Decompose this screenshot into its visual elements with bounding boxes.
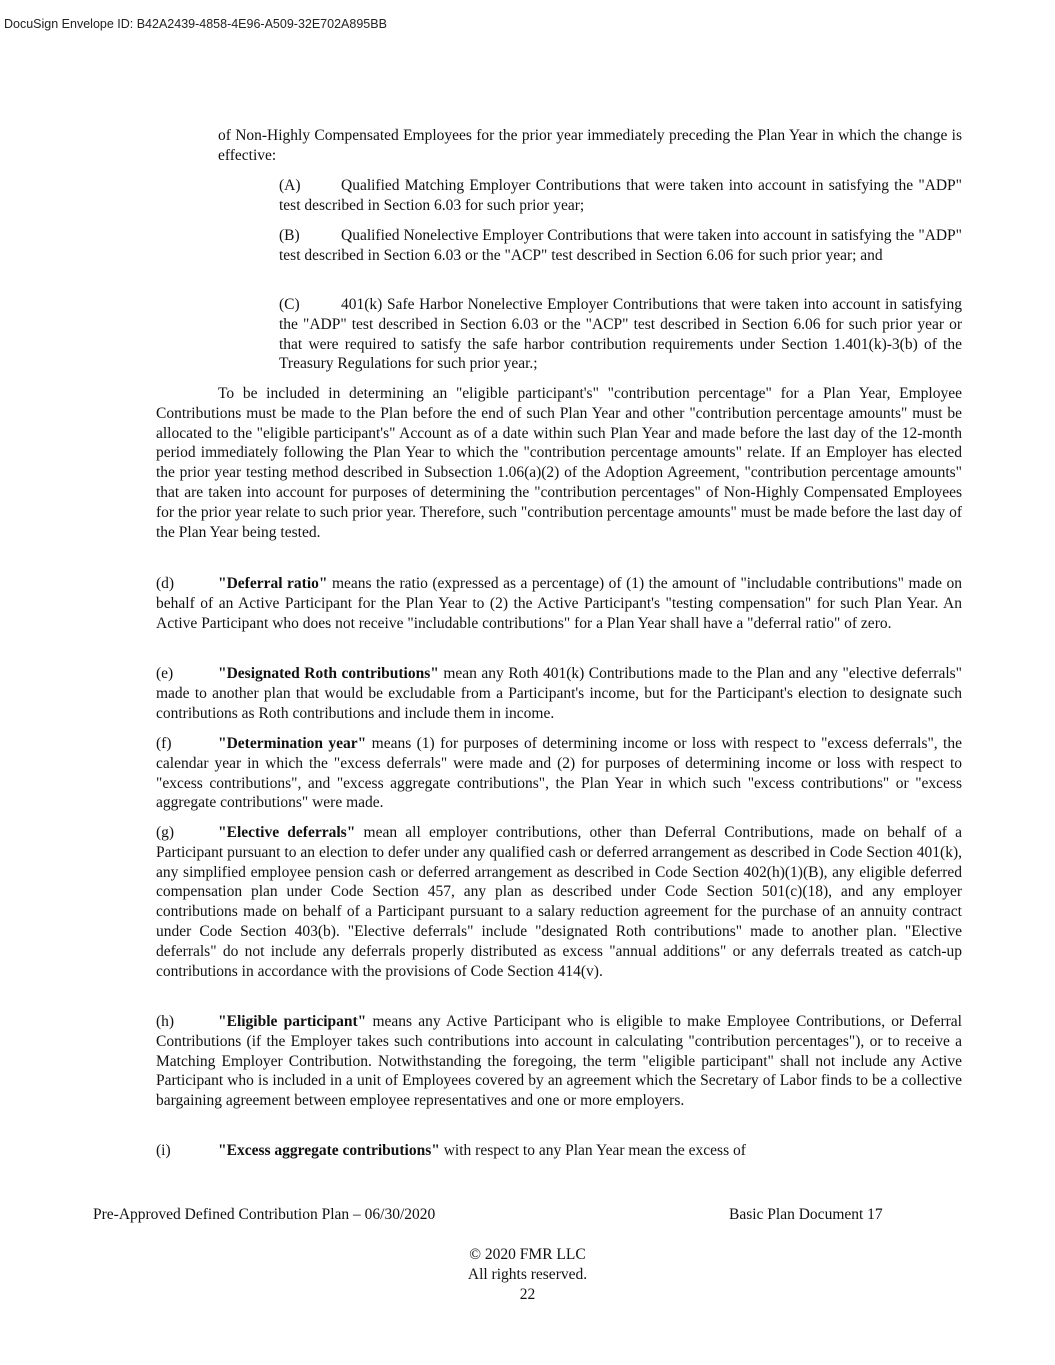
contribution-percentage-paragraph: To be included in determining an "eligible participant's" "contribution percentage" for a Plan Year, Employee Contributions must be made to the Plan before the end of such Plan Year and other "contribution percentage amounts" must be allocated to the "eligible participant's" Account as of a date within such Plan Year and made before the last day of the 12-month period immediately following the Plan Year to which the "contribution percentage amounts" relate. If an Employer has elected the prior year testing method described in Subsection 1.06(a)(2) of the Adoption Agreement, "contribution percentage amounts" that are taken into account for purposes of determining the "contribution percentages" of Non-Highly Compensated Employees for the prior year relate to such prior year. Therefore, such "contribution percentage amounts" must be made before the last day of the Plan Year being tested.: [156, 385, 962, 541]
footer-document-page: Basic Plan Document 17: [729, 1206, 883, 1223]
definition-i-label: (i): [156, 1142, 171, 1159]
definition-g-text: mean all employer contributions, other than Deferral Contributions, made on behalf of a Participant pursuant to an election to defer under any qualified cash or deferred arrangement as described in Code Section 401(k), any simplified employee pension cash or deferred arrangement as described in Code Section 402(h)(1)(B), any eligible deferred compensation plan under Code Section 457, any plan as described under Code Section 501(c)(18), and any employer contributions made on behalf of a Participant pursuant to a salary reduction agreement for the purchase of an annuity contract under Code Section 403(b). "Elective deferrals" include "designated Roth contributions" made to another plan. "Elective deferrals" do not include any deferrals properly distributed as excess "annual additions" or any deferrals treated as catch-up contributions in accordance with the provisions of Code Section 414(v).: [156, 824, 963, 980]
definition-d: [156, 574, 962, 633]
definition-d-label: (d): [156, 575, 175, 592]
definition-g: [156, 823, 962, 981]
definition-e-text: mean any Roth 401(k) Contributions made to the Plan and any "elective deferrals" made to another plan that would be excludable from a Participant's income, but for the Participant's election to designate such contributions as Roth contributions and include them in income.: [156, 665, 962, 722]
definition-d-term: "Deferral ratio": [218, 575, 328, 592]
definition-h-label: (h): [156, 1013, 175, 1030]
definition-i-term: "Excess aggregate contributions": [218, 1142, 440, 1159]
item-b-label: (B): [279, 227, 300, 244]
definition-e: [156, 664, 962, 723]
definition-f: [156, 734, 962, 813]
definition-i-text: with respect to any Plan Year mean the excess of: [439, 1142, 746, 1159]
definition-d-text: means the ratio (expressed as a percentage) of (1) the amount of "includable contributions" made on behalf of an Active Participant for the Plan Year to (2) the Active Participant's "testing compensation" for such Plan Year. An Active Participant who does not receive "includable contributions" for a Plan Year shall have a "deferral ratio" of zero.: [156, 575, 962, 632]
definition-g-term: "Elective deferrals": [218, 824, 356, 841]
item-a-text: Qualified Matching Employer Contributions that were taken into account in satisfying the "ADP" test described in Section 6.03 for such prior year;: [279, 177, 962, 214]
item-c-text: 401(k) Safe Harbor Nonelective Employer Contributions that were taken into account in satisfying the "ADP" test described in Section 6.03 or the "ACP" test described in Section 6.06 for such prior year or that were required to satisfy the safe harbor contribution requirements under Section 1.401(k)-3(b) of the Treasury Regulations for such prior year.;: [279, 296, 962, 373]
item-c-label: (C): [279, 296, 300, 313]
item-a-label: (A): [279, 177, 301, 194]
definition-e-term: "Designated Roth contributions": [218, 665, 439, 682]
intro-paragraph: of Non-Highly Compensated Employees for the prior year immediately preceding the Plan Year in which the change is effective:: [218, 127, 962, 164]
footer-plan-title: Pre-Approved Defined Contribution Plan – 06/30/2020: [93, 1206, 436, 1223]
page-number: 22: [519, 1286, 536, 1303]
item-b: [279, 226, 962, 266]
item-c: [279, 295, 962, 374]
item-a: [279, 176, 962, 216]
definition-f-term: "Determination year": [218, 735, 367, 752]
footer-copyright: © 2020 FMR LLC: [469, 1246, 586, 1263]
definition-f-text: means (1) for purposes of determining income or loss with respect to "excess deferrals", the calendar year in which the "excess deferrals" were made and (2) for purposes of determining income or loss with respect to "excess contributions", and "excess aggregate contributions", the Plan Year in which such "excess contributions" or "excess aggregate contributions" were made.: [156, 735, 962, 812]
docusign-envelope-id: DocuSign Envelope ID: B42A2439-4858-4E96-A509-32E702A895BB: [4, 17, 387, 31]
definition-h: [156, 1012, 962, 1111]
definition-h-text: means any Active Participant who is eligible to make Employee Contributions, or Deferral Contributions (if the Employer takes such contributions into account in calculating "contribution percentages"), or to receive a Matching Employer Contribution. Notwithstanding the foregoing, the term "eligible participant" shall not include any Active Participant who is included in a unit of Employees covered by an agreement which the Secretary of Labor finds to be a collective bargaining agreement between employee representatives and one or more employers.: [156, 1013, 962, 1110]
definition-e-label: (e): [156, 665, 174, 682]
definition-h-term: "Eligible participant": [218, 1013, 367, 1030]
definition-i: [156, 1141, 962, 1161]
item-b-text: Qualified Nonelective Employer Contributions that were taken into account in satisfying the "ADP" test described in Section 6.03 or the "ACP" test described in Section 6.06 for such prior year; and: [279, 227, 962, 264]
footer-rights: All rights reserved.: [467, 1266, 588, 1283]
definition-g-label: (g): [156, 824, 175, 841]
definition-f-label: (f): [156, 735, 172, 752]
